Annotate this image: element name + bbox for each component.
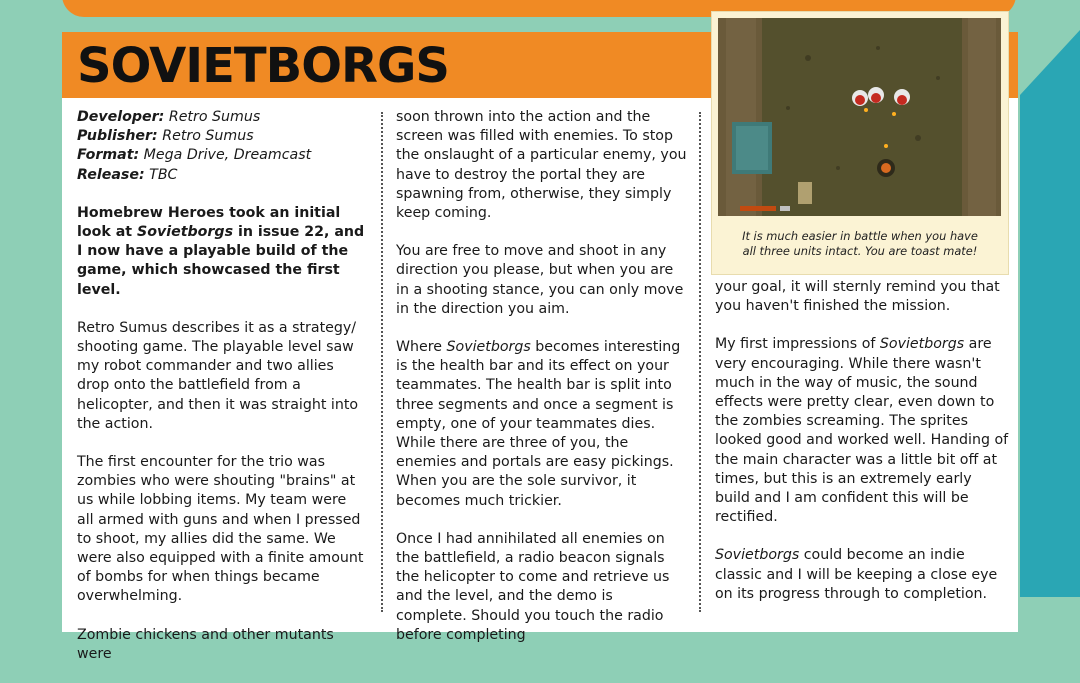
developer-label: Developer: <box>77 109 165 125</box>
text-span: Where <box>396 339 447 356</box>
developer-value: Retro Sumus <box>168 109 261 125</box>
body-paragraph: You are free to move and shoot in any direction you please, but when you are in a shooting stance, you can only move in the direction you aim. <box>396 243 684 317</box>
caption-line-1: It is much easier in battle when you have <box>742 229 978 243</box>
body-paragraph <box>715 546 1011 604</box>
intro-text-a: Homebrew Heroes took an initial look at <box>77 204 341 241</box>
column-1 <box>77 108 367 683</box>
intro-paragraph <box>77 204 367 300</box>
body-paragraph <box>715 335 1011 527</box>
publisher-value: Retro Sumus <box>162 128 254 145</box>
article-title: SOVIETBORGS <box>77 38 449 94</box>
body-paragraph: soon thrown into the action and the screen was filled with enemies. To stop the onslaught of a particular enemy, you have to destroy the portal they are spawning from, otherwise, they simply keep coming. <box>396 109 687 222</box>
body-paragraph: Once I had annihilated all enemies on the battlefield, a radio beacon signals the helicopter to come and retrieve us and the level, and the demo is complete. Should you touch the radio before completing <box>396 530 670 643</box>
body-paragraph: Zombie chickens and other mutants were <box>77 626 334 662</box>
text-span: becomes interesting is the health bar and its effect on your teammates. The health bar is split into three segments and once a segment is empty, one of your teammates dies. While there are three of you, the enemies and portals are easy pickings. When you are the sole survivor, it becomes much trickier. <box>396 339 681 509</box>
intro-game-title: Sovietborgs <box>137 224 234 241</box>
text-span: are very encouraging. While there wasn't much in the way of music, the sound effects were pretty clear, even down to the zombies screaming. The sprites looked good and worked well. Handing of the main character was a little bit off at times, but this is an extremely early build and I am confident this will be rectified. <box>715 336 1009 526</box>
ally-sprite <box>798 182 812 204</box>
game-title-span: Sovietborgs <box>879 336 965 353</box>
text-span: could become an indie classic and I will be keeping a close eye on its progress through to completion. <box>715 547 998 602</box>
body-paragraph: Retro Sumus describes it as a strategy/ shooting game. The playable level saw my robot commander and two allies drop onto the battlefield from a helicopter, and then it was straight into the action. <box>77 319 359 432</box>
body-paragraph <box>396 338 688 511</box>
text-span: My first impressions of <box>715 336 880 353</box>
column-3 <box>715 278 1011 623</box>
caption-line-2: all three units intact. You are toast mate! <box>742 244 978 258</box>
column-2 <box>396 108 688 664</box>
game-title-span: Sovietborgs <box>446 339 531 356</box>
credits-block <box>77 108 367 185</box>
column-divider <box>699 112 701 612</box>
game-title-span: Sovietborgs <box>715 547 800 564</box>
publisher-label: Publisher: <box>77 128 158 145</box>
format-label: Format: <box>77 147 140 164</box>
release-label: Release: <box>77 166 145 183</box>
screenshot-caption <box>722 229 998 259</box>
intro-text-c: in issue 22, and I now have a playable build of the game, which showcased the first level. <box>77 224 365 298</box>
release-value: TBC <box>149 166 178 183</box>
column-divider <box>381 112 383 612</box>
game-screenshot <box>718 18 1001 216</box>
format-value: Mega Drive, Dreamcast <box>143 147 312 164</box>
body-paragraph: The first encounter for the trio was zombies who were shouting "brains" at us while lobbing items. My team were all armed with guns and when I pressed to shoot, my allies did the same. We were also equipped with a finite amount of bombs for when things became overwhelming. <box>77 454 364 605</box>
body-paragraph: your goal, it will sternly remind you that you haven't finished the mission. <box>715 279 1000 315</box>
